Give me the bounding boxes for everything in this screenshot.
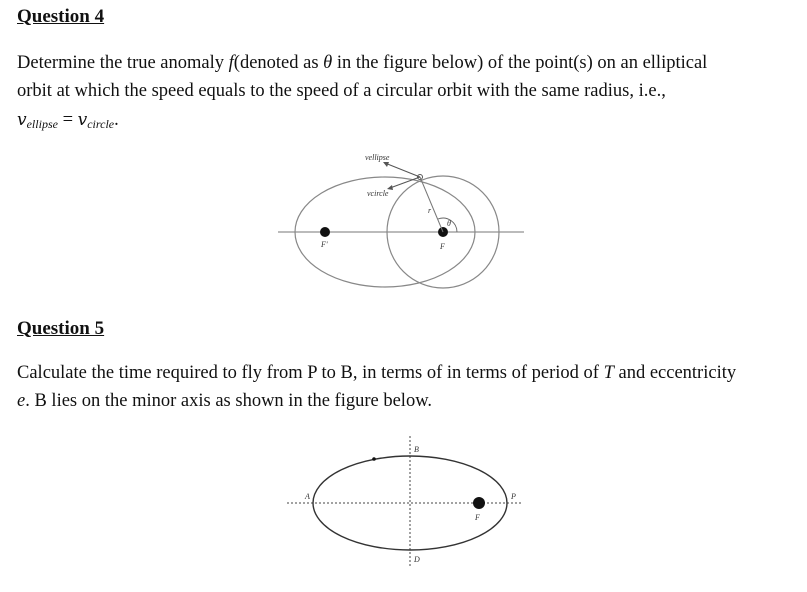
v-circle-label: vcircle bbox=[367, 189, 389, 198]
theta-label: θ bbox=[447, 219, 451, 228]
f-prime-label: F' bbox=[321, 240, 328, 249]
point-p-label: P bbox=[511, 492, 516, 501]
focus-dot bbox=[473, 497, 485, 509]
point-b-label: B bbox=[414, 445, 419, 454]
focus-f-label: F bbox=[475, 513, 480, 522]
question-4-text-line-1: Determine the true anomaly f(denoted as θ in the figure below) of the point(s) on an elliptical bbox=[17, 53, 708, 73]
question-4-text-line-2: orbit at which the speed equals to the speed of a circular orbit with the same radius, i.e., bbox=[17, 81, 666, 101]
question-5-text-line-1: Calculate the time required to fly from P to B, in terms of in terms of period of T and eccentricity bbox=[17, 363, 737, 383]
point-a-label: A bbox=[305, 492, 310, 501]
point-d-label: D bbox=[414, 555, 420, 564]
question-5-heading: Question 5 bbox=[17, 318, 105, 339]
orbit-figure-ellipse-axes bbox=[285, 436, 535, 576]
question-4-equation: $v_{ellipse} = v_{circle}$. bbox=[17, 110, 119, 131]
v-ellipse-label: vellipse bbox=[365, 153, 390, 162]
v-ellipse-arrow bbox=[385, 163, 420, 177]
focus-f-prime-dot bbox=[320, 227, 330, 237]
orbit-figure-ellipse-circle bbox=[270, 150, 530, 300]
f-label: F bbox=[440, 242, 445, 251]
question-4-heading: Question 4 bbox=[17, 6, 105, 27]
r-label: r bbox=[428, 206, 432, 215]
question-5-text-line-2: e. B lies on the minor axis as shown in the figure below. bbox=[17, 391, 432, 411]
orbit-marker-dot bbox=[372, 457, 376, 461]
